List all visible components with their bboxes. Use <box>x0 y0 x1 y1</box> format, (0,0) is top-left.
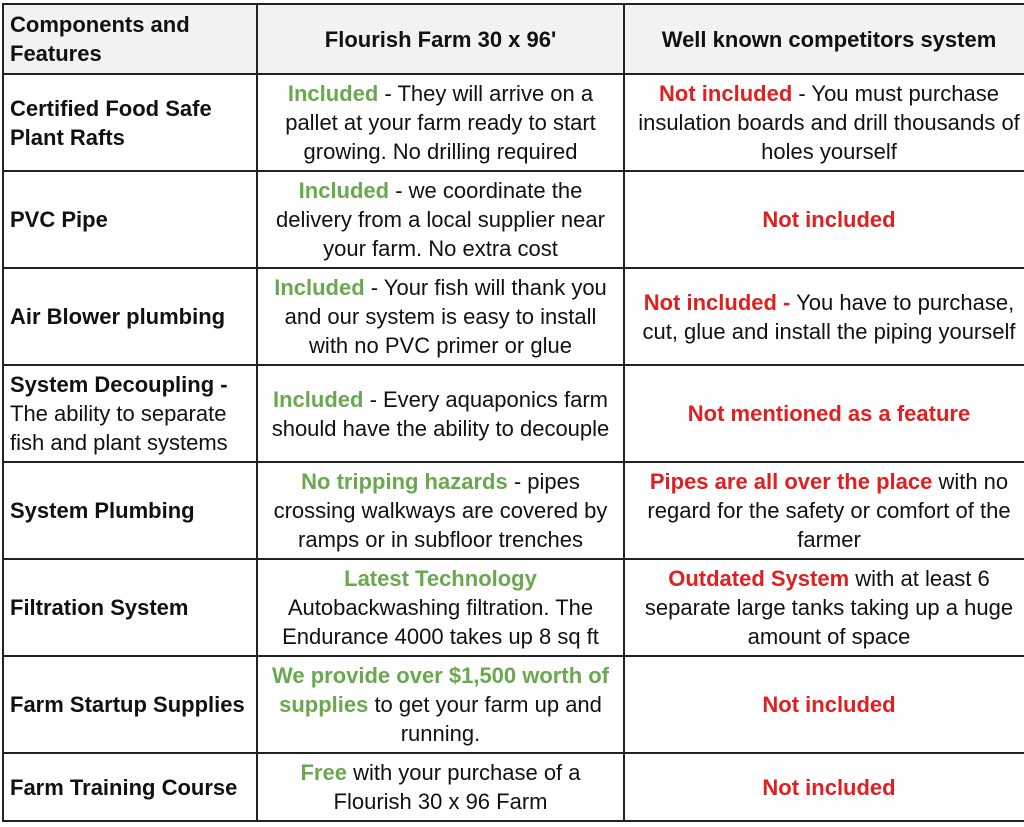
competitor-highlight: Not included <box>762 774 896 800</box>
competitor-highlight: Not included <box>659 81 793 106</box>
competitor-highlight: Not mentioned as a feature <box>687 401 971 426</box>
flourish-highlight: Free <box>300 760 347 785</box>
flourish-cell <box>257 559 624 656</box>
feature-name: System Plumbing <box>10 498 195 523</box>
competitor-text: with no regard for the safety or comfort of the farmer <box>647 469 1011 552</box>
feature-cell <box>3 365 257 462</box>
flourish-highlight: Included <box>287 81 379 106</box>
flourish-cell <box>257 268 624 365</box>
flourish-cell <box>257 656 624 753</box>
flourish-highlight: Included <box>298 178 390 203</box>
competitor-highlight: Not included <box>762 207 896 232</box>
table-row <box>3 365 1024 462</box>
feature-cell <box>3 171 257 268</box>
competitor-cell <box>624 559 1024 656</box>
flourish-cell <box>257 753 624 821</box>
flourish-highlight: Included <box>274 275 365 300</box>
feature-cell <box>3 462 257 559</box>
table-row <box>3 753 1024 821</box>
feature-cell <box>3 753 257 821</box>
feature-name: Farm Training Course <box>10 774 238 800</box>
flourish-text: - we coordinate the delivery from a local supplier near your farm. No extra cost <box>276 178 605 261</box>
flourish-cell <box>257 74 624 171</box>
feature-name: Certified Food Safe Plant Rafts <box>10 95 212 150</box>
feature-name: Air Blower plumbing <box>10 304 226 329</box>
flourish-highlight: We provide over $1,500 worth of supplies <box>271 663 610 717</box>
table-row <box>3 559 1024 656</box>
header-competitor: Well known competitors system <box>624 4 1024 74</box>
competitor-cell <box>624 171 1024 268</box>
competitor-highlight: Not included - <box>643 289 791 315</box>
flourish-text: Autobackwashing filtration. The Endurance 4000 takes up 8 sq ft <box>282 595 599 649</box>
competitor-cell <box>624 753 1024 821</box>
table-row <box>3 656 1024 753</box>
flourish-highlight: Included <box>273 386 364 412</box>
header-row <box>3 4 1024 74</box>
flourish-highlight: Latest Technology <box>344 566 537 591</box>
comparison-table <box>2 3 1024 822</box>
flourish-highlight: No tripping hazards <box>301 469 508 494</box>
competitor-cell <box>624 268 1024 365</box>
flourish-text: to get your farm up and running. <box>368 692 602 746</box>
feature-name: Farm Startup Supplies <box>10 692 245 717</box>
table-row <box>3 171 1024 268</box>
flourish-text: with your purchase of a Flourish 30 x 96 Farm <box>333 760 581 814</box>
header-components: Components and Features <box>3 4 257 74</box>
table-row <box>3 268 1024 365</box>
flourish-cell <box>257 171 624 268</box>
comparison-table-wrapper <box>2 3 1024 822</box>
flourish-text: - Your fish will thank you and our system is easy to install with no PVC primer or glue <box>284 275 607 358</box>
feature-cell <box>3 268 257 365</box>
competitor-text: - You must purchase insulation boards and drill thousands of holes yourself <box>638 81 1020 164</box>
flourish-text: - Every aquaponics farm should have the ability to decouple <box>271 386 610 441</box>
header-flourish: Flourish Farm 30 x 96' <box>257 4 624 74</box>
competitor-cell <box>624 74 1024 171</box>
feature-subtext: The ability to separate fish and plant systems <box>10 401 228 455</box>
flourish-text: - pipes crossing walkways are covered by ramps or in subfloor trenches <box>273 469 608 552</box>
feature-cell <box>3 74 257 171</box>
competitor-text: with at least 6 separate large tanks taking up a huge amount of space <box>644 566 1014 649</box>
flourish-cell <box>257 365 624 462</box>
competitor-text: You have to purchase, cut, glue and install the piping yourself <box>642 289 1016 344</box>
table-row <box>3 74 1024 171</box>
competitor-highlight: Outdated System <box>668 566 850 591</box>
competitor-highlight: Pipes are all over the place <box>649 469 933 494</box>
table-row <box>3 462 1024 559</box>
flourish-cell <box>257 462 624 559</box>
competitor-cell <box>624 365 1024 462</box>
competitor-cell <box>624 656 1024 753</box>
feature-name: System Decoupling - <box>10 372 228 397</box>
feature-name: PVC Pipe <box>10 207 108 232</box>
feature-cell <box>3 559 257 656</box>
feature-name: Filtration System <box>10 595 189 620</box>
flourish-text: - They will arrive on a pallet at your farm ready to start growing. No drilling required <box>285 81 596 164</box>
competitor-cell <box>624 462 1024 559</box>
feature-cell <box>3 656 257 753</box>
competitor-highlight: Not included <box>762 692 896 717</box>
